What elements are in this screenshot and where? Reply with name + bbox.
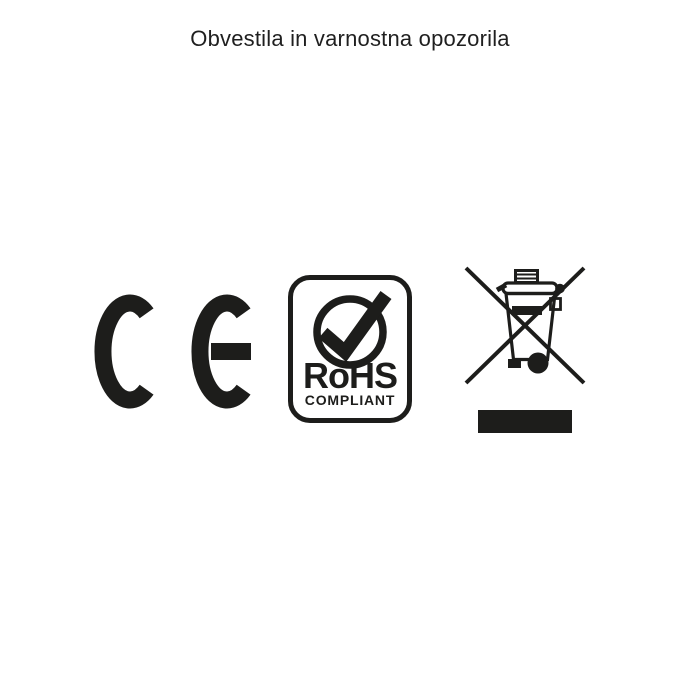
- weee-symbol: [462, 262, 588, 437]
- rohs-compliant-label: COMPLIANT: [304, 392, 396, 408]
- rohs-label: RoHS: [303, 355, 397, 396]
- ce-mark-icon: [94, 293, 260, 410]
- bin-label-bar: [512, 306, 542, 315]
- bin-lid-knob: [555, 284, 565, 294]
- weee-black-bar: [478, 410, 572, 433]
- bin-wheel: [528, 353, 549, 374]
- rohs-compliant-badge: [288, 275, 412, 423]
- ce-letter-e-bar: [211, 343, 251, 360]
- page-title: Obvestila in varnostna opozorila: [190, 26, 510, 51]
- ce-letter-c: [103, 303, 147, 400]
- bin-foot: [508, 359, 521, 368]
- ce-letters: [94, 293, 260, 410]
- bin-handle: [516, 271, 538, 283]
- bin-lid-left-tab: [497, 285, 506, 290]
- weee-crossed-out-bin-icon: [462, 262, 588, 437]
